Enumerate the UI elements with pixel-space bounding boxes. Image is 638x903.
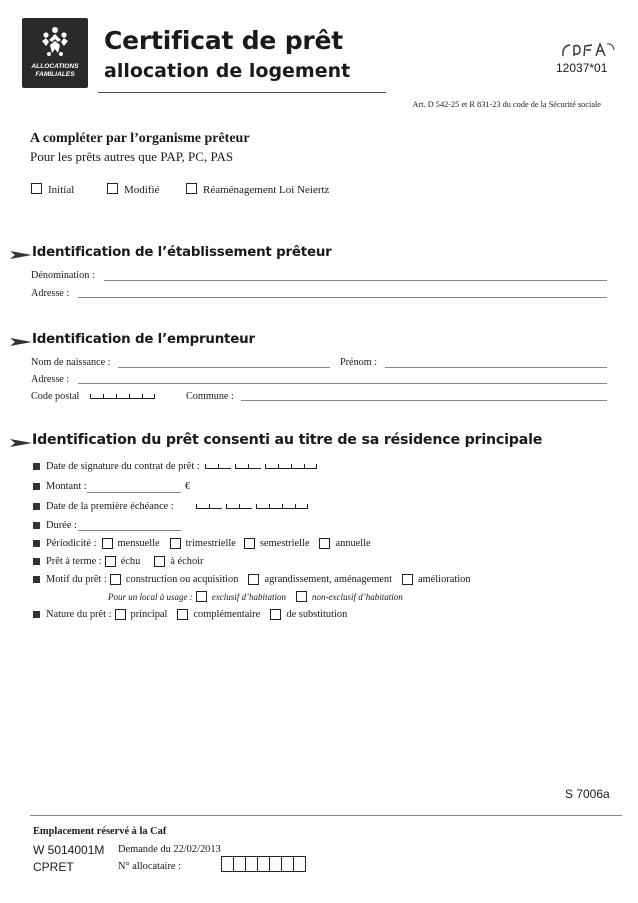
logo-line-1: ALLOCATIONS — [31, 63, 79, 70]
option-reamenagement-label: Réaménagement Loi Neiertz — [203, 184, 330, 196]
section-arrow-icon — [10, 250, 32, 260]
denomination-label: Dénomination : — [31, 270, 95, 281]
local-usage-row — [108, 591, 403, 602]
form-code: S 7006a — [565, 787, 610, 801]
nature-label: Nature du prêt : — [46, 609, 112, 620]
checkbox-initial[interactable] — [31, 183, 42, 194]
checkbox-a-echoir[interactable] — [154, 556, 165, 567]
duree-field[interactable] — [78, 530, 181, 531]
section-emprunteur-title: Identification de l’emprunteur — [32, 332, 255, 347]
cerfa-logo-icon — [560, 40, 616, 60]
cerfa-number: 12037*01 — [556, 61, 608, 75]
periodicite-trimestrielle: trimestrielle — [185, 538, 236, 549]
footer-code-1: W 5014001M — [33, 843, 105, 857]
checkbox-substitution[interactable] — [270, 609, 281, 620]
montant-label: Montant : — [46, 481, 87, 492]
footer-heading: Emplacement réservé à la Caf — [33, 826, 167, 837]
bullet-icon — [33, 611, 40, 618]
page-title: Certificat de prêt — [104, 26, 344, 55]
checkbox-annuelle[interactable] — [319, 538, 330, 549]
checkbox-amelioration[interactable] — [402, 574, 413, 585]
organisme-heading: A compléter par l’organisme prêteur — [30, 131, 250, 146]
bullet-icon — [33, 522, 40, 529]
bullet-icon — [33, 540, 40, 547]
option-reamenagement[interactable] — [186, 183, 329, 196]
periodicite-mensuelle: mensuelle — [117, 538, 160, 549]
date-signature-row — [33, 461, 200, 472]
currency-symbol: € — [185, 481, 191, 492]
footer-code-2: CPRET — [33, 860, 74, 874]
motif-row — [33, 574, 471, 585]
legal-reference: Art. D 542-25 et R 831-23 du code de la Sécurité sociale — [412, 100, 601, 109]
motif-construction: construction ou acquisition — [125, 574, 239, 585]
caf-logo — [22, 18, 88, 88]
motif-label: Motif du prêt : — [46, 574, 107, 585]
checkbox-principal[interactable] — [115, 609, 126, 620]
footer-divider — [30, 815, 622, 816]
checkbox-semestrielle[interactable] — [244, 538, 255, 549]
periodicite-row — [33, 538, 371, 549]
motif-agrandissement: agrandissement, aménagement — [264, 574, 392, 585]
checkbox-mensuelle[interactable] — [102, 538, 113, 549]
checkbox-non-exclusif[interactable] — [296, 591, 307, 602]
periodicite-annuelle: annuelle — [335, 538, 371, 549]
bullet-icon — [33, 558, 40, 565]
date-signature-comb[interactable] — [205, 464, 317, 469]
allocataire-label: N° allocataire : — [118, 861, 182, 872]
etab-adresse-label: Adresse : — [31, 288, 70, 299]
local-usage-exclusif: exclusif d’habitation — [211, 591, 286, 602]
option-initial[interactable] — [31, 183, 74, 196]
option-modifie[interactable] — [107, 183, 159, 196]
bullet-icon — [33, 483, 40, 490]
checkbox-exclusif[interactable] — [196, 591, 207, 602]
option-modifie-label: Modifié — [124, 184, 160, 196]
nature-row — [33, 609, 347, 620]
checkbox-construction[interactable] — [110, 574, 121, 585]
nature-complementaire: complémentaire — [193, 609, 261, 620]
checkbox-trimestrielle[interactable] — [170, 538, 181, 549]
duree-row — [33, 520, 77, 531]
prenom-label: Prénom : — [340, 357, 378, 368]
code-postal-label: Code postal — [31, 391, 80, 402]
nom-naissance-field[interactable] — [118, 367, 330, 368]
date-echeance-label: Date de la première échéance : — [46, 501, 174, 512]
section-arrow-icon — [10, 438, 32, 448]
checkbox-agrandissement[interactable] — [248, 574, 259, 585]
date-echeance-comb[interactable] — [196, 504, 308, 509]
periodicite-label: Périodicité : — [46, 538, 97, 549]
checkbox-modifie[interactable] — [107, 183, 118, 194]
date-signature-label: Date de signature du contrat de prêt : — [46, 461, 200, 472]
duree-label: Durée : — [46, 520, 77, 531]
periodicite-semestrielle: semestrielle — [259, 538, 310, 549]
footer-demande: Demande du 22/02/2013 — [118, 844, 221, 855]
pret-terme-label: Prêt à terme : — [46, 556, 102, 567]
etab-adresse-field[interactable] — [78, 297, 607, 298]
page-subtitle: allocation de logement — [104, 60, 351, 82]
bullet-icon — [33, 576, 40, 583]
checkbox-reamenagement[interactable] — [186, 183, 197, 194]
montant-field[interactable] — [87, 492, 181, 493]
emp-adresse-field[interactable] — [78, 383, 607, 384]
commune-field[interactable] — [241, 400, 607, 401]
bullet-icon — [33, 503, 40, 510]
montant-row — [33, 481, 87, 492]
denomination-field[interactable] — [104, 280, 607, 281]
pret-terme-echu: échu — [120, 556, 141, 567]
local-usage-label: Pour un local à usage : — [108, 591, 193, 602]
date-echeance-row — [33, 501, 174, 512]
prenom-field[interactable] — [385, 367, 607, 368]
section-arrow-icon — [10, 337, 32, 347]
organisme-subheading: Pour les prêts autres que PAP, PC, PAS — [30, 149, 234, 164]
nature-principal: principal — [130, 609, 168, 620]
motif-amelioration: amélioration — [417, 574, 471, 585]
family-figures-icon — [40, 26, 70, 60]
logo-line-2: FAMILIALES — [35, 71, 75, 78]
pret-terme-row — [33, 556, 203, 567]
section-etablissement-title: Identification de l’établissement prêteur — [32, 245, 332, 260]
option-initial-label: Initial — [48, 184, 75, 196]
local-usage-non-exclusif: non-exclusif d’habitation — [312, 591, 403, 602]
title-divider — [98, 92, 386, 93]
pret-terme-a-echoir: à échoir — [170, 556, 204, 567]
checkbox-complementaire[interactable] — [177, 609, 188, 620]
section-pret-title: Identification du prêt consenti au titre de sa résidence principale — [32, 432, 543, 448]
nom-naissance-label: Nom de naissance : — [31, 357, 111, 368]
commune-label: Commune : — [186, 391, 234, 402]
checkbox-echu[interactable] — [105, 556, 116, 567]
nature-substitution: de substitution — [286, 609, 348, 620]
bullet-icon — [33, 463, 40, 470]
emp-adresse-label: Adresse : — [31, 374, 70, 385]
allocataire-number-comb[interactable] — [221, 856, 305, 872]
code-postal-comb[interactable] — [90, 394, 155, 399]
